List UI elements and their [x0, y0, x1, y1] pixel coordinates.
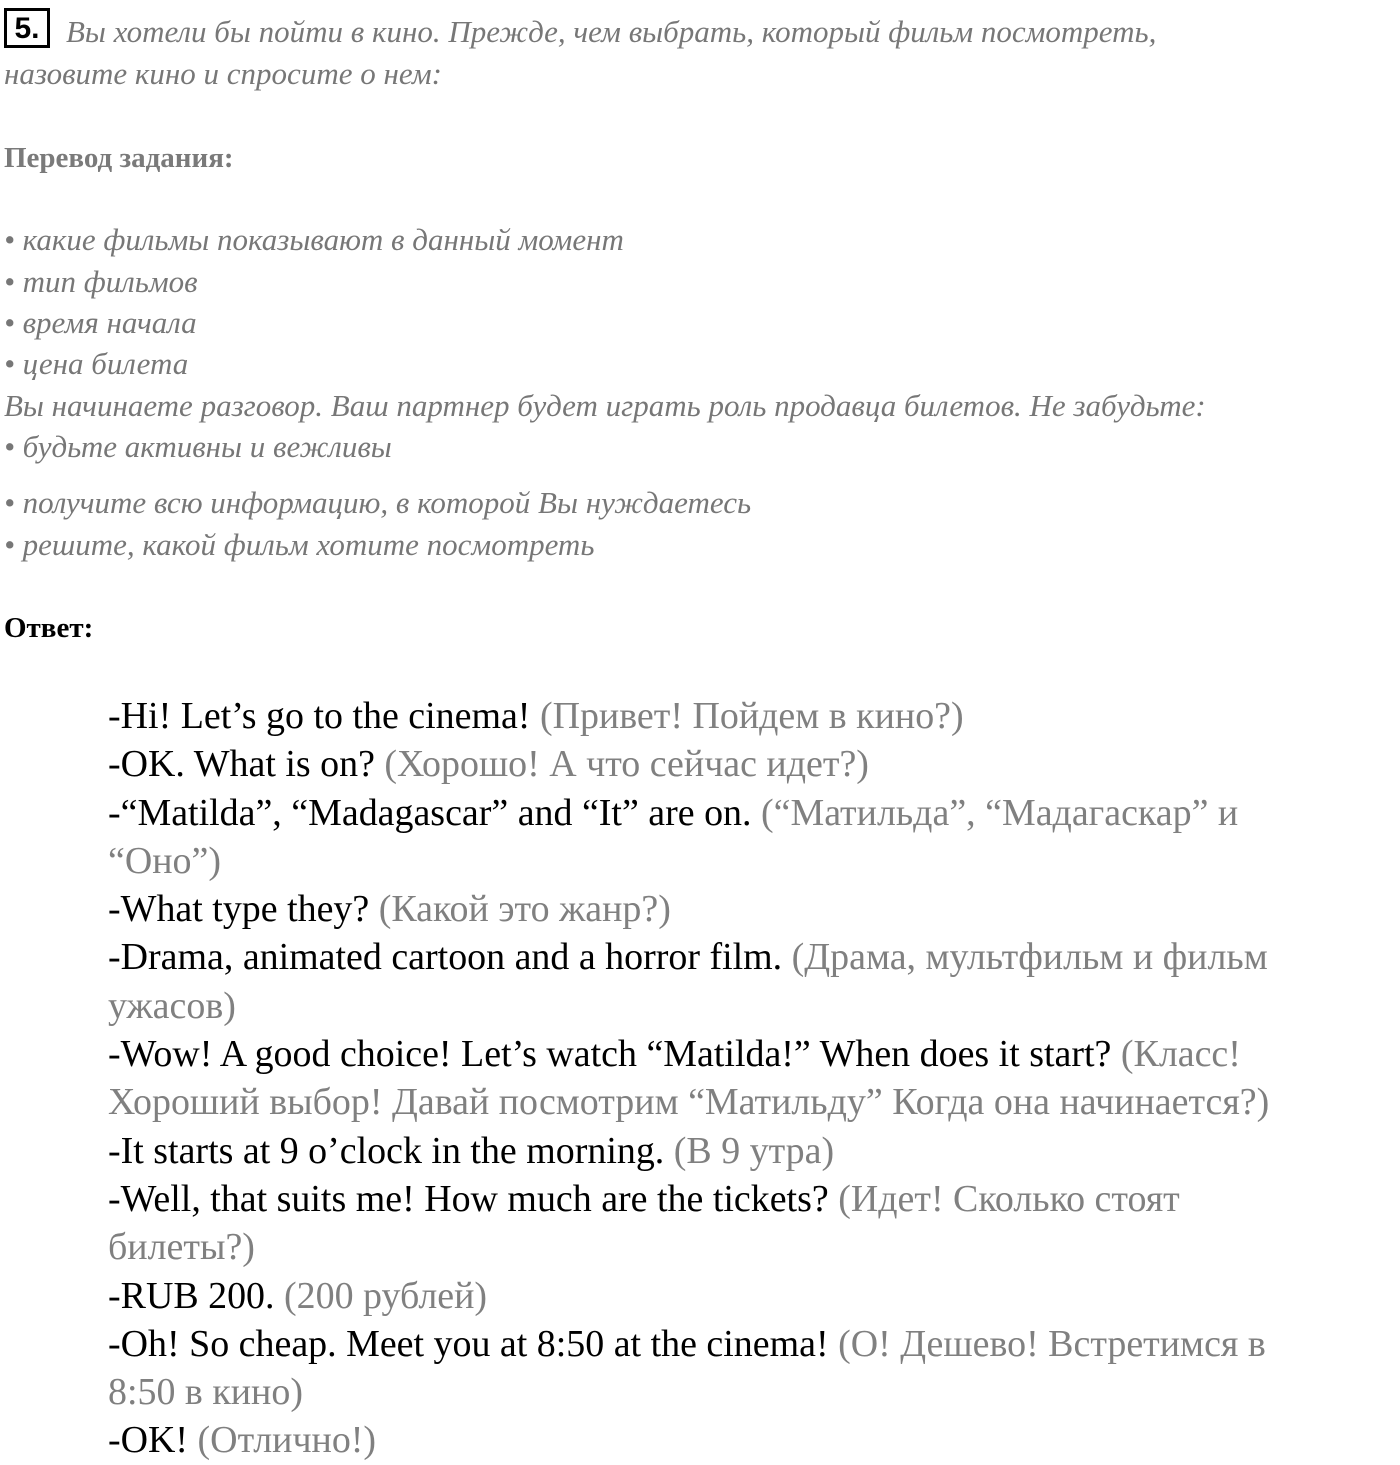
dialog-translation: (Драма, мультфильм и фильм — [791, 936, 1268, 979]
dialog-english: -Oh! So cheap. Meet you at 8:50 at the cinema! — [108, 1322, 839, 1365]
dialog-translation: 8:50 в кино) — [108, 1371, 303, 1414]
answer-heading: Ответ: — [4, 612, 94, 644]
dialog-line — [108, 933, 1400, 981]
dialog-line — [108, 1272, 1400, 1320]
translation-bullet: • время начала — [4, 305, 197, 340]
dialog-translation: (Хорошо! А что сейчас идет?) — [384, 743, 869, 786]
dialog-line — [108, 1127, 1400, 1175]
dialog-english: -Hi! Let’s go to the cinema! — [108, 695, 540, 737]
dialog-translation: (О! Дешево! Встретимся в — [838, 1322, 1266, 1365]
dialog-translation: билеты?) — [108, 1226, 255, 1269]
dialog-line — [108, 1320, 1400, 1368]
dialog-translation: (Идет! Сколько стоят — [838, 1177, 1180, 1220]
dialog-line — [108, 1223, 1400, 1271]
translation-bullet: • какие фильмы показывают в данный момент — [4, 222, 624, 257]
dialog-english: -OK! — [108, 1419, 198, 1462]
dialog-english: -RUB 200. — [108, 1274, 284, 1317]
dialog-translation: “Оно”) — [108, 839, 221, 882]
dialog-english: -Wow! A good choice! Let’s watch “Matilda!” When does it start? — [108, 1033, 1121, 1076]
dialog-english: -“Matilda”, “Madagascar” and “It” are on. — [108, 791, 761, 834]
dialog-english: -It starts at 9 o’clock in the morning. — [108, 1129, 674, 1172]
dialog-line — [108, 1030, 1400, 1078]
dialog-line — [108, 837, 1400, 885]
dialog-line — [108, 1078, 1400, 1126]
dialog-english: -What type they? — [108, 888, 379, 931]
dialog-translation: ужасов) — [108, 984, 236, 1027]
dialog-line — [108, 885, 1400, 933]
dialog-line — [108, 1368, 1400, 1416]
dialog-translation: (Класс! — [1120, 1033, 1241, 1076]
dialog-translation: (Отлично!) — [197, 1419, 377, 1462]
dialog-english: -Well, that suits me! How much are the tickets? — [108, 1177, 839, 1220]
dialog-line — [108, 740, 1400, 788]
translation-bullet: • решите, какой фильм хотите посмотреть — [4, 527, 595, 562]
dialog-english: -Drama, animated cartoon and a horror film. — [108, 936, 792, 979]
dialog-translation: (Привет! Пойдем в кино?) — [539, 695, 964, 737]
dialog-line — [108, 692, 1400, 740]
translation-bullet: • цена билета — [4, 346, 189, 381]
dialog-line — [108, 982, 1400, 1030]
dialog-translation: (200 рублей) — [284, 1274, 488, 1317]
answer-dialog — [108, 692, 1400, 1465]
dialog-line — [108, 789, 1400, 837]
task-number-box: 5. — [4, 8, 50, 48]
translation-middle-line: Вы начинаете разговор. Ваш партнер будет играть роль продавца билетов. Не забудьте: — [4, 388, 1206, 423]
translation-bullet: • будьте активны и вежливы — [4, 429, 392, 464]
dialog-translation: Хороший выбор! Давай посмотрим “Матильду” Когда она начинается?) — [108, 1081, 1270, 1124]
dialog-translation: (Какой это жанр?) — [378, 888, 671, 931]
translation-bullet: • получите всю информацию, в которой Вы нуждаетесь — [4, 485, 752, 520]
task-intro-line-1: Вы хотели бы пойти в кино. Прежде, чем выбрать, который фильм посмотреть, — [66, 14, 1157, 49]
translation-heading: Перевод задания: — [4, 142, 234, 174]
dialog-line — [108, 1416, 1400, 1464]
dialog-english: -OK. What is on? — [108, 743, 385, 786]
dialog-line — [108, 1175, 1400, 1223]
task-intro-line-2: назовите кино и спросите о нем: — [4, 56, 442, 91]
dialog-translation: (“Матильда”, “Мадагаскар” и — [761, 791, 1239, 834]
translation-bullet: • тип фильмов — [4, 264, 198, 299]
dialog-translation: (В 9 утра) — [673, 1129, 835, 1172]
